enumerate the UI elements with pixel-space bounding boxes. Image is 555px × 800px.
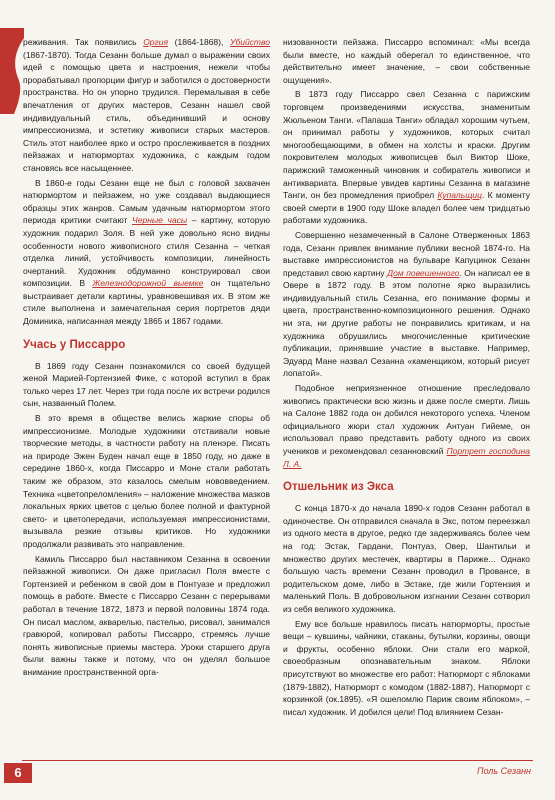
paragraph: В 1873 году Писсарро свел Сезанна с парижским торговцем произведениями искусства, знаменитым Жюльеном Танги. «Папаша Танги» обладал хорошим чутьем, он принимал работы у художников, которых считал многообещающими, в обмен на холсты и краски. Другим покровителем молодых живописцев был Виктор Шоке, парижский таможенный чиновник и собиратель живописи и антиквариата. Впервые увидев картины Сезанна в магазине Танги, он без промедления приобрел Купальщиц. К моменту своей смерти в 1900 году Шоке владел более чем тридцатью работами художника. bbox=[283, 89, 530, 226]
artwork-title: Железнодорожной выемке bbox=[92, 278, 204, 289]
artwork-title: Убийство bbox=[230, 37, 270, 47]
artwork-title: Купальщиц bbox=[437, 190, 483, 201]
paragraph: Камиль Писсарро был наставником Сезанна в освоении пейзажной живописи. Он даже пригласил Поля вместе с Гортензией и ребенком в свой дом в Понтуазе и предложил помощь в работе. Вместе с Писсарро Сезанн с перерывами работал в течение 1872, 1873 и первой половины 1874 года. Он писал маслом, акварелью, пастелью, рисовал, занимался гравюрой, копировал работы Писсарро, стремясь лучше понять живописные приемы мастера. Уроки старшего друга были важны также и потому, что он уделял большое внимание пространственной орга- bbox=[23, 553, 270, 677]
page-number: 6 bbox=[4, 763, 32, 783]
left-column bbox=[23, 36, 270, 681]
artwork-title: Портрет господина Л. А. bbox=[283, 446, 530, 469]
footer-divider bbox=[22, 760, 533, 761]
paragraph: С конца 1870-х до начала 1890-х годов Сезанн работал в одиночестве. Он отправился сначала в Экс, потом переезжал из одного места в другое, редко где задерживаясь более чем на год: Эстак, Гардани, Понтуаз, Овер, Шантильи и множество других местечек, квартиры в Париже... Однако большую часть времени Сезанн проводил в Провансе, в родительском доме, либо в Эстаке, где жили Гортензия и маленький Поль. В добровольном изгнании Сезанн сотворил из себя великого художника. bbox=[283, 503, 530, 614]
artwork-title: Дом повешенного bbox=[387, 267, 460, 278]
paragraph: реживания. Так появились Оргия (1864-1868), Убийство (1867-1870). Тогда Сезанн больше думал о выражении своих идей с помощью цвета и настроения, нежели чтобы прорабатывал пропорции фигур и заботился о достоверности пространства. Но он упорно трудился. Перемалывая в себе впечатления от других мастеров, Сезанн нашел свой индивидуальный стиль, объединивший и основу импрессионизма, и эстетику живописи старых мастеров. Стиль этот наиболее ярко и остро прослеживается в поздних пейзажах и натюрмортах художника, с каждым годом становясь все насыщеннее. bbox=[23, 37, 270, 173]
section-heading: Учась у Писсарро bbox=[23, 338, 126, 351]
paragraph: Ему все больше нравилось писать натюрморты, простые вещи – кувшины, чайники, стаканы, бутылки, корзины, овощи и фрукты, особенно яблоки. Они стали его маркой, своеобразным опознавательным знаком. Яблоки присутствуют во множестве его работ: Натюрморт с яблоками (1879-1882), Натюрморт с комодом (1882-1887), Натюрморт с корзинкой (ок.1895). «Я ошеломлю Париж своим яблоком», – писал художник. И добился цели! Под влиянием Сезан- bbox=[283, 618, 530, 717]
paragraph: Совершенно незамеченный в Салоне Отверженных 1863 года, Сезанн привлек внимание публики весной 1874-го. На выставке импрессионистов на бульваре Капуцинок Сезанн представил свою картину Дом повешенного. Он написал ее в Овере в 1872 году. В этом полотне ярко выразились индивидуальный стиль Сезанна, его понимание формы и цвета, пространственно-композиционного решения. Однако ни эта, ни другие работы не понравились критикам, и на художника обрушились многочисленные критические публикации, принявшие участие в выставке. Например, Эдуард Мане назвал Сезанна «каменщиком, который рисует лопатой». bbox=[283, 229, 530, 379]
running-title: Поль Сезанн bbox=[476, 766, 531, 776]
decorative-ornament bbox=[0, 28, 24, 114]
paragraph: В это время в обществе велись жаркие споры об импрессионизме. Молодые художники отстаивали новые творческие методы, в частности работу на пленэре. Писать на природе Эжен Буден начал еще в 1850 году, но даже в середине 1860-х, когда Писсарро и Моне стали работать таким же образом, это казалось смелым нововведением. Техника «цветопреломления» – наложение множества мазков локальных ярких цветов с целью более полной и фактурной свето- и цветопередачи, используемая импрессионистами, вызывала резкие отзывы критиков. Но художники продолжали развивать это направление. bbox=[23, 413, 270, 549]
paragraph: Подобное неприязненное отношение преследовало живопись практически всю жизнь и даже после смерти. Лишь на Салоне 1882 года он добился некоторого успеха. Членом официального жюри стал художник Антуан Гийеме, он использовал право представить работу одного из своих учеников и рекомендовал сезанновский Портрет господина Л. А. bbox=[283, 383, 530, 469]
paragraph: В 1860-е годы Сезанн еще не был с головой захвачен натюрмортом и пейзажем, но уже создавал выдающиеся образцы этих жанров. Самым удачным натюрмортом этого периода критики считают Черные часы – картину, которую художник подарил Золя. В ней уже довольно ясно видны особенности нового живописного стиля Сезанна – четкая отделка линий, устойчивость композиции, линейность очертаний. Художник обдуманно конструировал свои композиции. В Железнодорожной выемке он тщательно выстраивает детали картины, уравновешивая их. В этом же стиле выполнена и замечательная серия портретов дяди Доминика, написанная между 1865 и 1867 годами. bbox=[23, 177, 271, 327]
paragraph: В 1869 году Сезанн познакомился со своей будущей женой Марией-Гортензией Фике, с которой вступил в брак только через 17 лет. Через три года после их встречи родился сын, названный Полем. bbox=[23, 360, 270, 409]
right-column bbox=[283, 36, 530, 720]
section-heading: Отшельник из Экса bbox=[283, 481, 394, 494]
artwork-title: Черные часы bbox=[132, 215, 188, 226]
artwork-title: Оргия bbox=[143, 37, 168, 47]
paragraph: низованности пейзажа. Писсарро вспоминал: «Мы всегда были вместе, но каждый оберегал то единственное, что действительно имеет значение, – свои собственные ощущения». bbox=[283, 37, 530, 85]
